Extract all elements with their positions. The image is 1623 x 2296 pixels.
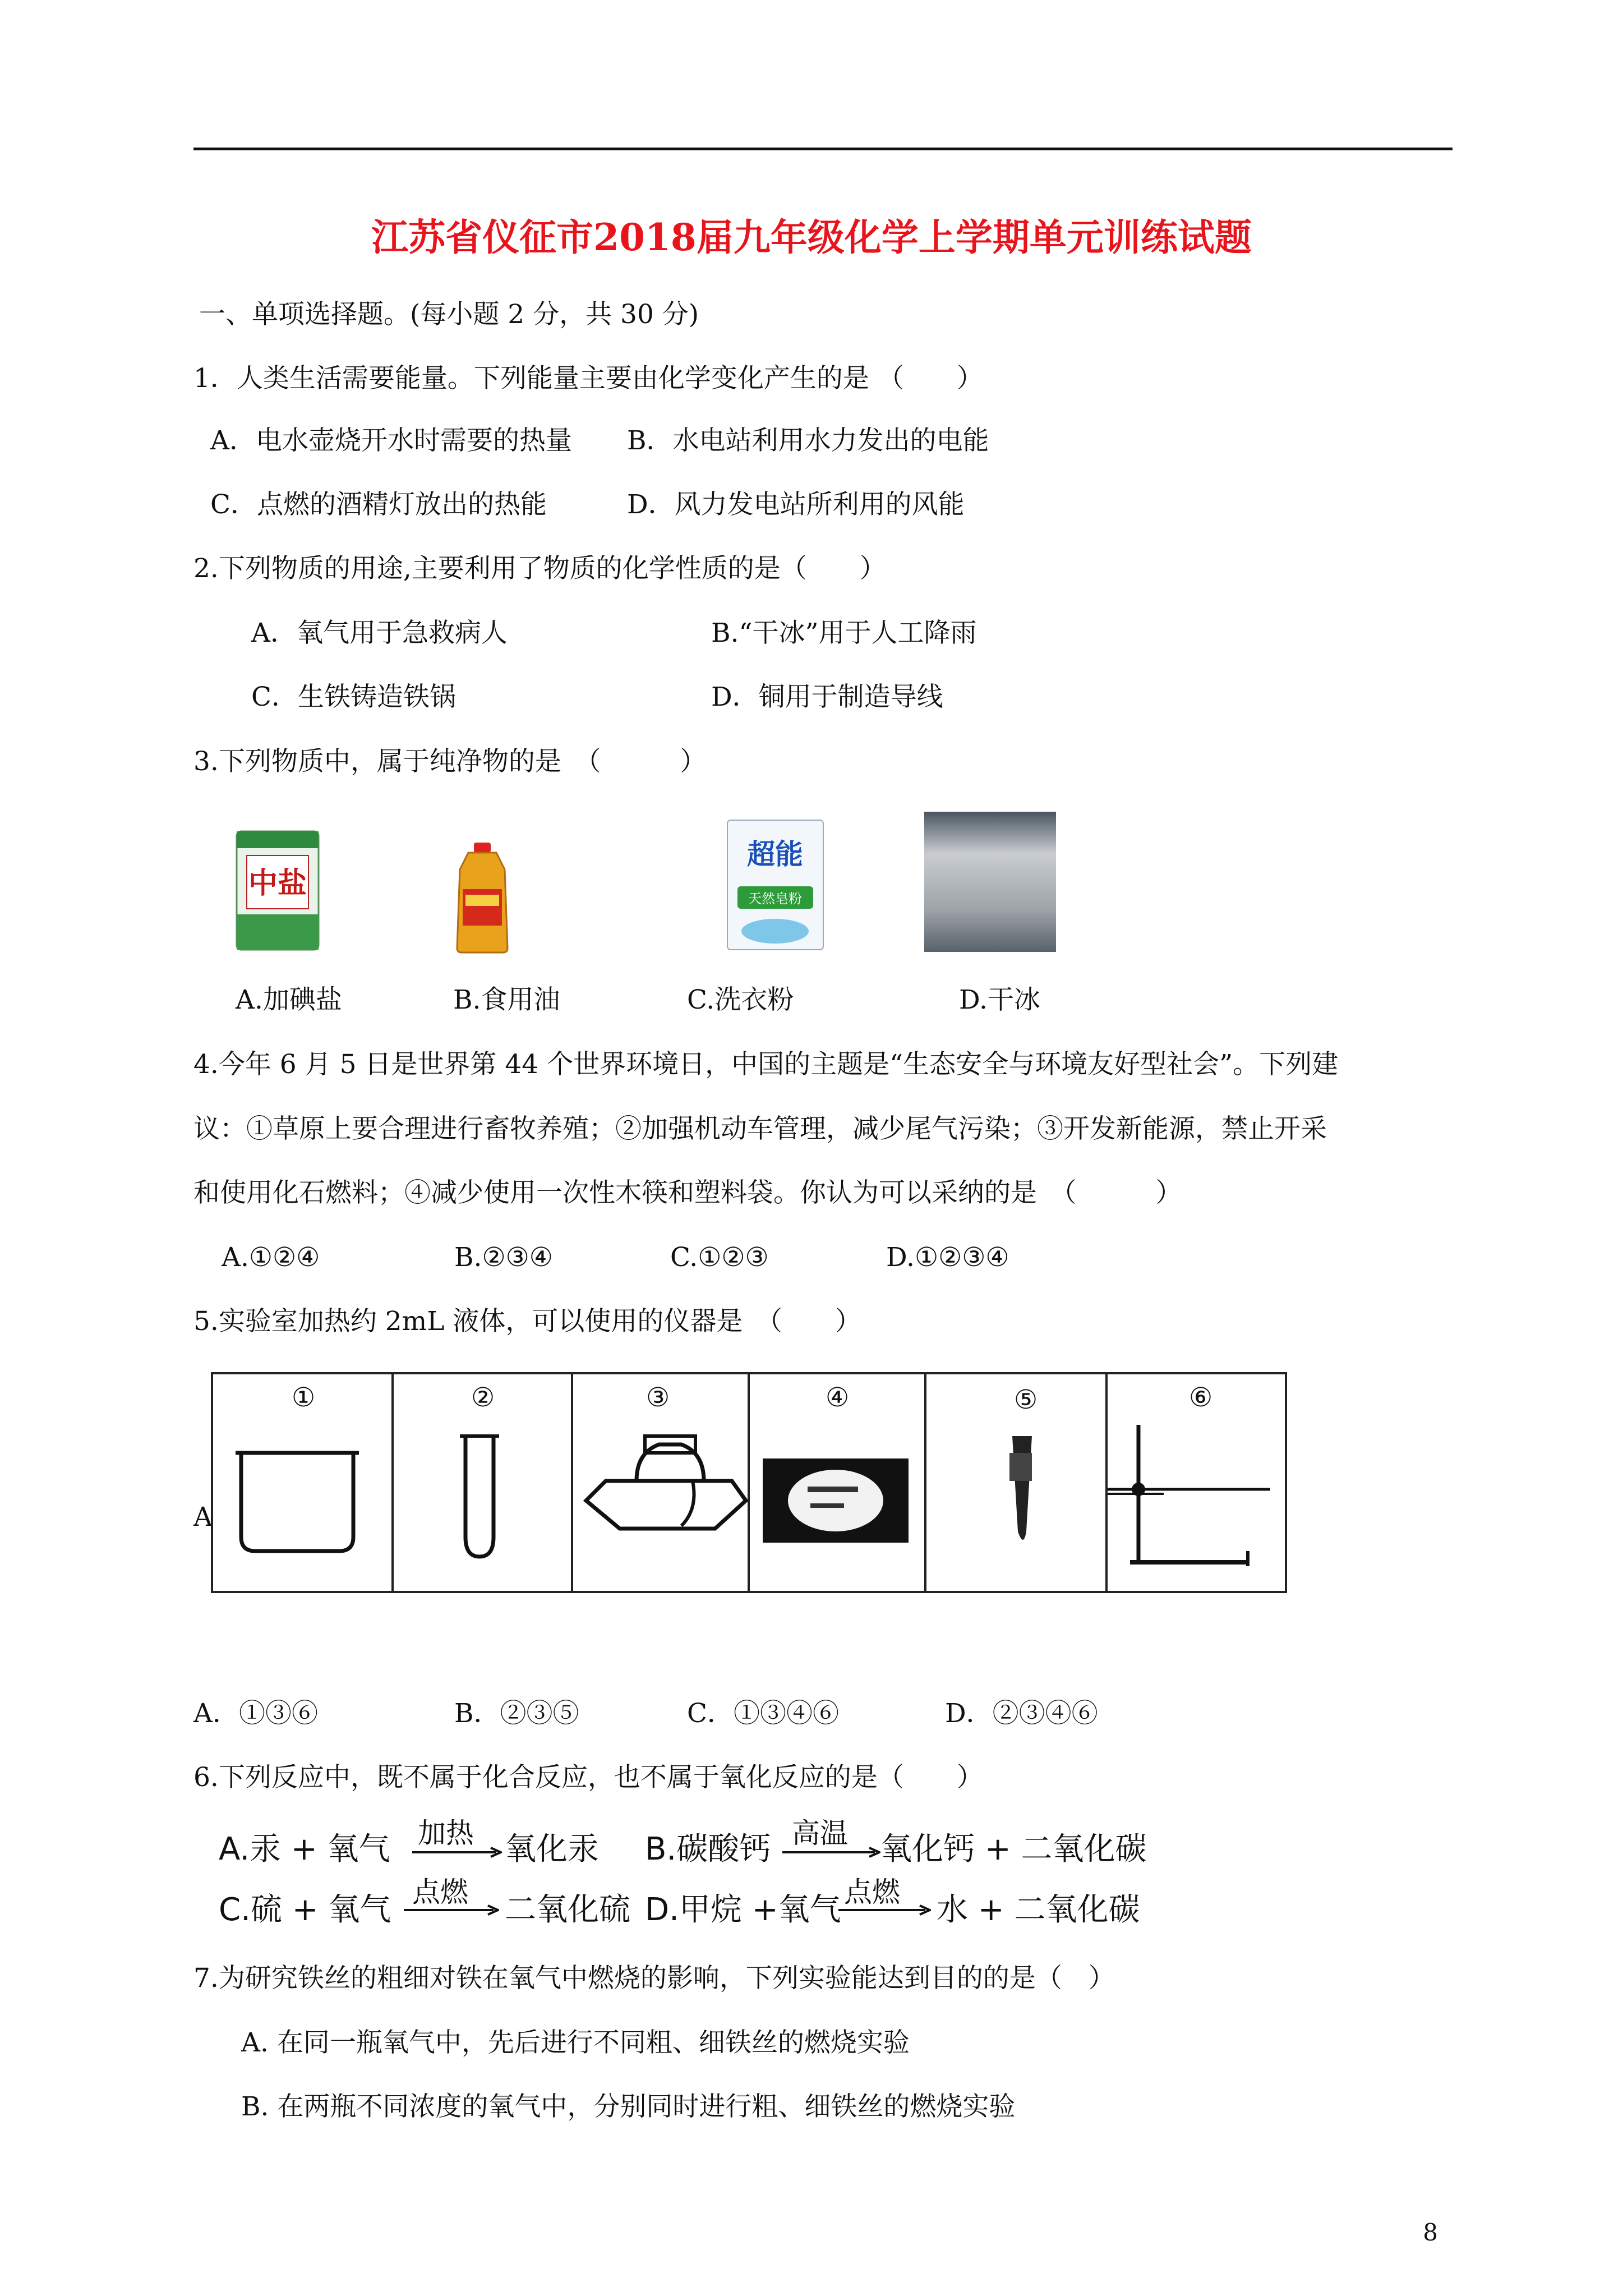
apparatus-label-4: ④ <box>826 1382 850 1413</box>
q5-stem: 5.实验室加热约 2mL 液体，可以使用的仪器是 （ ） <box>193 1306 861 1337</box>
q1-option-c: C．点燃的酒精灯放出的热能 <box>210 489 547 520</box>
q6-eq-b-reactants: B.碳酸钙 <box>645 1831 771 1867</box>
q3-option-b: B.食用油 <box>453 984 560 1015</box>
apparatus-label-3: ③ <box>646 1382 670 1413</box>
q5-option-d: D．②③④⑥ <box>945 1698 1098 1729</box>
q7-stem: 7.为研究铁丝的粗细对铁在氧气中燃烧的影响，下列实验能达到目的的是（ ） <box>193 1963 1115 1994</box>
cooking-oil-bottle-image <box>449 841 516 954</box>
q6-eq-c-arrow <box>404 1904 499 1916</box>
q3-stem: 3.下列物质中，属于纯净物的是 （ ） <box>193 746 707 777</box>
dry-ice-photo <box>924 812 1056 952</box>
section-heading: 一、单项选择题。(每小题 2 分，共 30 分) <box>199 299 699 330</box>
apparatus-label-2: ② <box>471 1382 495 1413</box>
q5-option-b: B．②③⑤ <box>454 1698 579 1729</box>
svg-text:天然皂粉: 天然皂粉 <box>748 891 802 907</box>
q7-option-a: A. 在同一瓶氧气中，先后进行不同粗、细铁丝的燃烧实验 <box>241 2027 910 2058</box>
q6-eq-d-reactants: D.甲烷 +氧气 <box>645 1892 841 1928</box>
q6-eq-a-arrow <box>412 1847 502 1858</box>
q2-stem: 2.下列物质的用途,主要利用了物质的化学性质的是（ ） <box>193 553 886 584</box>
q2-option-b: B.“干冰”用于人工降雨 <box>711 618 977 648</box>
q1-stem: 1．人类生活需要能量。下列能量主要由化学变化产生的是 （ ） <box>193 363 983 394</box>
q1-option-b: B．水电站利用水力发出的电能 <box>627 425 989 456</box>
q4-option-c: C.①②③ <box>670 1242 769 1273</box>
header-rule <box>193 148 1453 150</box>
q4-option-d: D.①②③④ <box>886 1242 1009 1273</box>
q6-eq-c-condition: 点燃 <box>412 1876 468 1908</box>
q4-line-3: 和使用化石燃料；④减少使用一次性木筷和塑料袋。你认为可以采纳的是 （ ） <box>193 1177 1182 1208</box>
test-tube-holder-drawing <box>1009 1436 1032 1540</box>
test-tube-drawing <box>460 1436 499 1557</box>
q3-option-a: A.加碘盐 <box>236 984 342 1015</box>
page-title: 江苏省仪征市2018届九年级化学上学期单元训练试题 <box>371 215 1252 259</box>
iron-stand-drawing <box>1108 1425 1270 1566</box>
q6-eq-d-arrow <box>838 1904 931 1916</box>
alcohol-lamp-drawing <box>586 1436 746 1529</box>
beaker-drawing <box>236 1453 359 1551</box>
q6-eq-b-product: 氧化钙 + 二氧化碳 <box>880 1831 1147 1867</box>
svg-text:中盐: 中盐 <box>248 867 307 900</box>
q3-option-c: C.洗衣粉 <box>687 984 794 1015</box>
q6-eq-d-product: 水 + 二氧化碳 <box>937 1892 1140 1928</box>
iodized-salt-bag-image <box>236 830 320 951</box>
q4-option-a: A.①②④ <box>222 1242 320 1273</box>
q6-eq-a-product: 氧化汞 <box>505 1831 599 1867</box>
q6-eq-d-condition: 点燃 <box>844 1876 900 1908</box>
svg-text:超能: 超能 <box>747 838 803 871</box>
q5-option-c: C．①③④⑥ <box>687 1698 839 1729</box>
q6-eq-b-condition: 高温 <box>792 1817 848 1849</box>
q6-stem: 6.下列反应中，既不属于化合反应，也不属于氧化反应的是（ ） <box>193 1762 983 1793</box>
apparatus-table <box>210 1369 1290 1599</box>
q3-option-d: D.干冰 <box>959 984 1040 1015</box>
q2-option-a: A．氧气用于急救病人 <box>251 618 508 648</box>
q6-eq-a-reactants: A.汞 + 氧气 <box>219 1831 390 1867</box>
apparatus-row-marker: A <box>193 1502 213 1533</box>
q1-option-a: A．电水壶烧开水时需要的热量 <box>210 425 572 456</box>
wire-gauze-drawing <box>763 1458 909 1543</box>
detergent-box-image <box>726 819 824 951</box>
q2-option-d: D．铜用于制造导线 <box>711 682 943 712</box>
q4-line-1: 4.今年 6 月 5 日是世界第 44 个世界环境日，中国的主题是“生态安全与环境友好型社会”。下列建 <box>193 1049 1339 1080</box>
apparatus-label-5: ⑤ <box>1014 1384 1038 1415</box>
q5-option-a: A．①③⑥ <box>193 1698 318 1729</box>
q6-eq-c-product: 二氧化硫 <box>505 1892 630 1928</box>
apparatus-label-6: ⑥ <box>1189 1382 1213 1413</box>
q6-eq-a-condition: 加热 <box>418 1817 474 1849</box>
apparatus-label-1: ① <box>292 1382 316 1413</box>
q6-eq-b-arrow <box>782 1847 880 1858</box>
q7-option-b: B. 在两瓶不同浓度的氧气中，分别同时进行粗、细铁丝的燃烧实验 <box>241 2091 1016 2122</box>
q2-option-c: C．生铁铸造铁锅 <box>251 682 456 712</box>
q4-option-b: B.②③④ <box>454 1242 553 1273</box>
page-number: 8 <box>1423 2219 1438 2246</box>
q4-line-2: 议：①草原上要合理进行畜牧养殖；②加强机动车管理，减少尾气污染；③开发新能源，禁止开采 <box>193 1114 1327 1144</box>
q6-eq-c-reactants: C.硫 + 氧气 <box>219 1892 391 1928</box>
q1-option-d: D．风力发电站所利用的风能 <box>627 489 965 520</box>
